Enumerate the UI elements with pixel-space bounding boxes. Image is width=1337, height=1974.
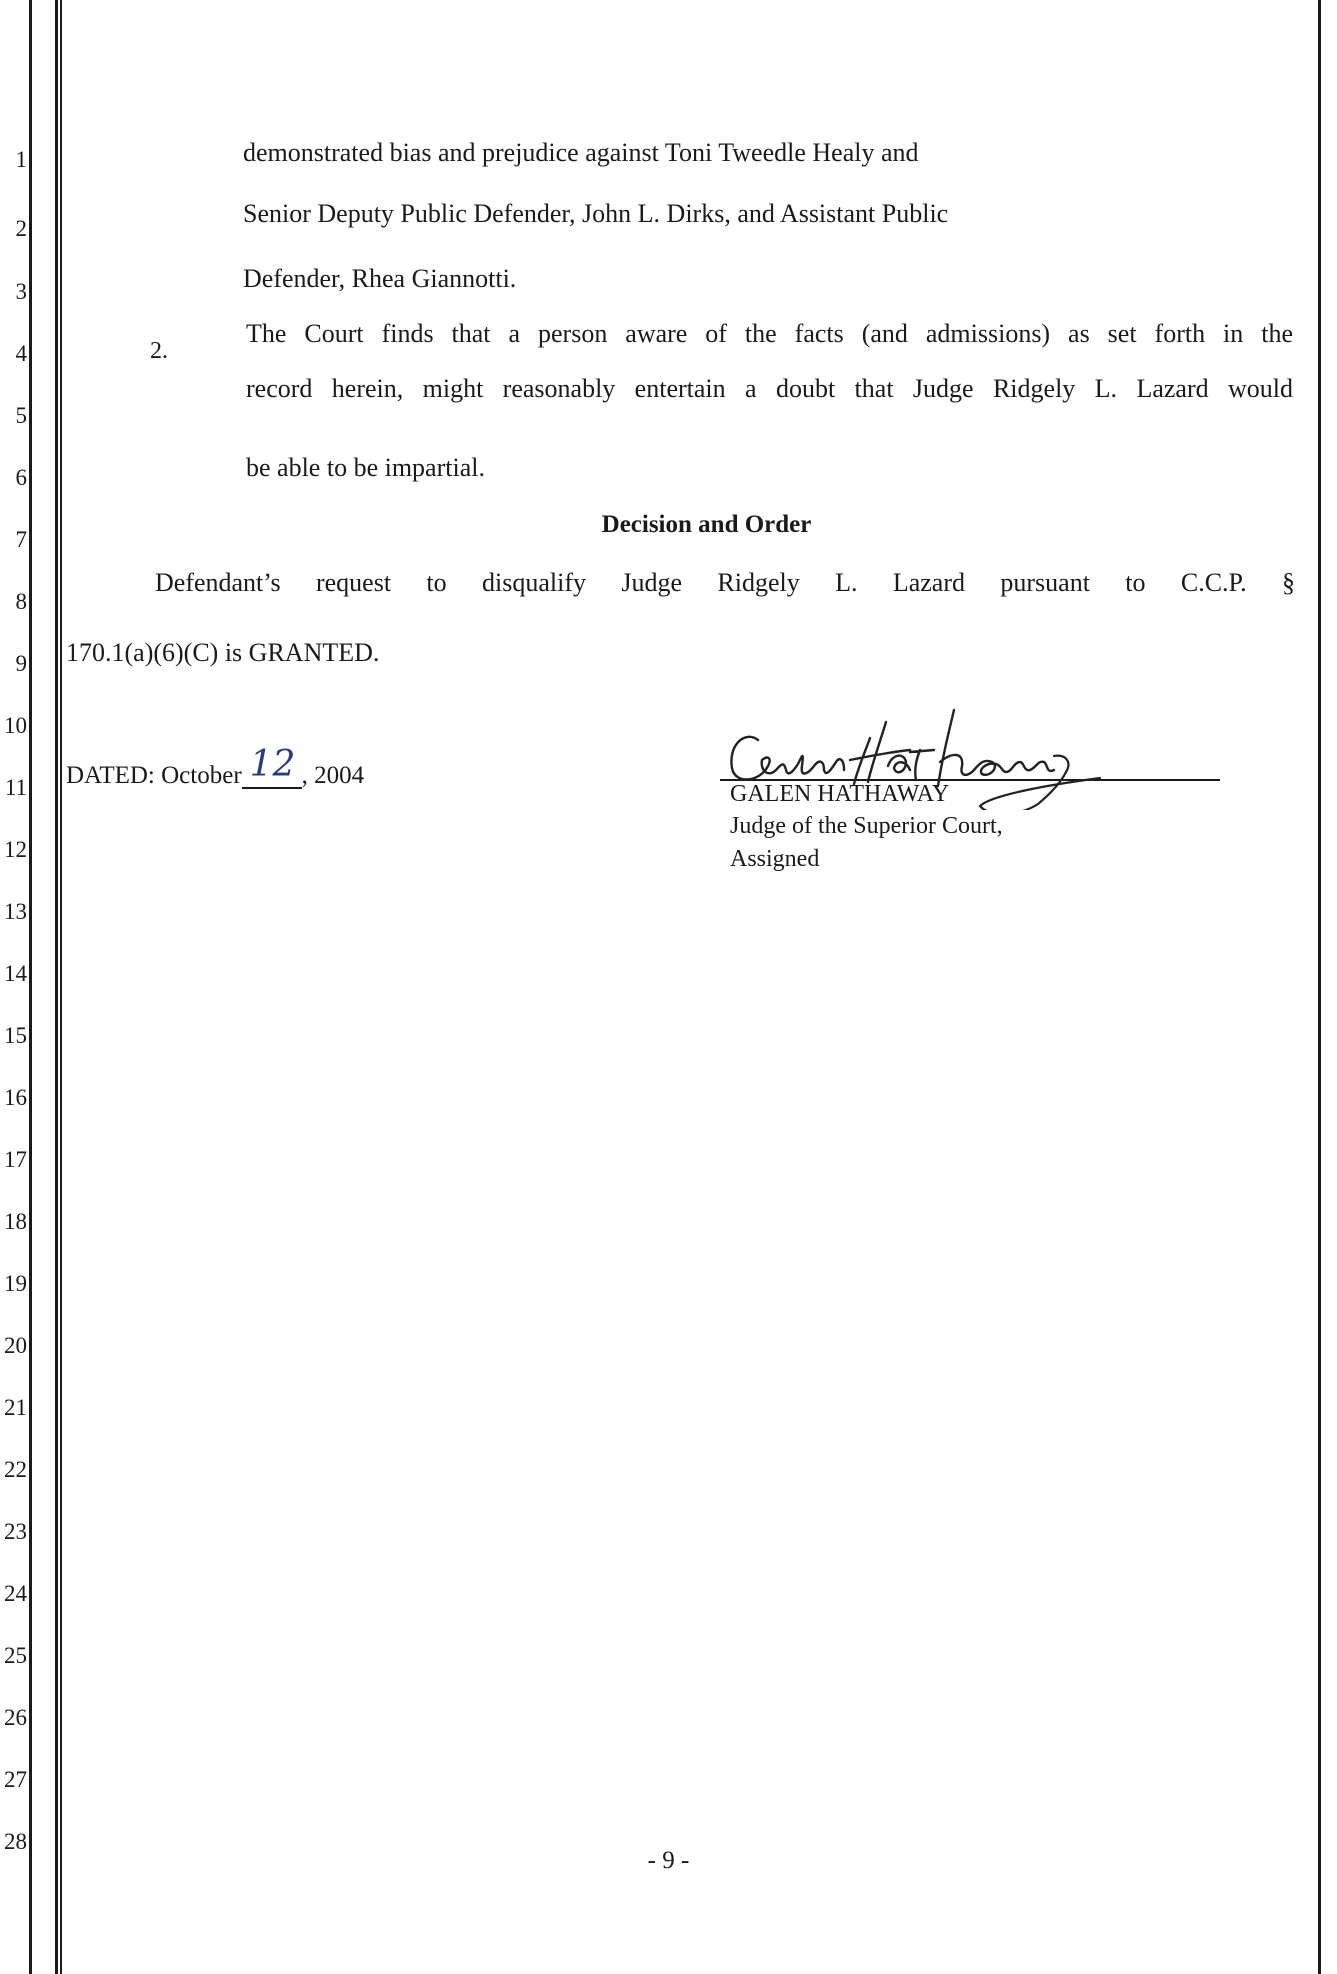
signature-block bbox=[720, 700, 1220, 880]
line-number: 21 bbox=[4, 1395, 27, 1420]
handwritten-day bbox=[242, 744, 302, 789]
line-number: 25 bbox=[4, 1643, 27, 1668]
line-number: 16 bbox=[4, 1085, 27, 1110]
finding-line: be able to be impartial. bbox=[246, 453, 485, 482]
line-number: 12 bbox=[4, 837, 27, 862]
line-number: 3 bbox=[15, 279, 27, 304]
line-number: 17 bbox=[4, 1147, 27, 1172]
signer-assignment: Assigned bbox=[730, 846, 820, 872]
line-number: 4 bbox=[15, 341, 27, 366]
decision-line: Defendant’s request to disqualify Judge Ridgely L. Lazard pursuant to C.C.P. § bbox=[155, 568, 1295, 597]
line-number: 28 bbox=[4, 1829, 27, 1854]
line-number: 10 bbox=[4, 713, 27, 738]
pleading-rule-left bbox=[55, 0, 58, 1974]
line-number: 8 bbox=[15, 589, 27, 614]
line-number: 5 bbox=[15, 403, 27, 428]
dated-year: , 2004 bbox=[301, 762, 365, 789]
day-underline bbox=[242, 787, 302, 789]
line-number: 27 bbox=[4, 1767, 27, 1792]
line-number: 1 bbox=[15, 147, 27, 172]
line-number: 6 bbox=[15, 465, 27, 490]
dated-line bbox=[66, 744, 365, 789]
paragraph-line: demonstrated bias and prejudice against Toni Tweedle Healy and bbox=[243, 138, 919, 167]
line-number: 20 bbox=[4, 1333, 27, 1358]
section-heading: Decision and Order bbox=[601, 511, 812, 538]
left-margin-rule bbox=[29, 0, 32, 1974]
pleading-rule-right bbox=[1318, 0, 1321, 1974]
line-number: 26 bbox=[4, 1705, 27, 1730]
page-number: - 9 - bbox=[647, 1847, 690, 1874]
line-number: 24 bbox=[4, 1581, 27, 1606]
paragraph-line: Senior Deputy Public Defender, John L. Dirks, and Assistant Public bbox=[243, 199, 949, 228]
paragraph-line: Defender, Rhea Giannotti. bbox=[243, 264, 517, 293]
line-number: 11 bbox=[4, 775, 27, 800]
line-number: 2 bbox=[15, 216, 27, 241]
line-number: 18 bbox=[4, 1209, 27, 1234]
line-number: 22 bbox=[4, 1457, 27, 1482]
finding-line: record herein, might reasonably entertain a doubt that Judge Ridgely L. Lazard would bbox=[246, 374, 1293, 403]
handwritten-day-text: 12 bbox=[249, 744, 296, 785]
dated-label: DATED: October bbox=[66, 762, 242, 789]
line-number: 13 bbox=[4, 899, 27, 924]
line-number: 15 bbox=[4, 1023, 27, 1048]
decision-line: 170.1(a)(6)(C) is GRANTED. bbox=[66, 638, 380, 667]
signer-name: GALEN HATHAWAY bbox=[730, 781, 950, 807]
line-number: 9 bbox=[15, 651, 27, 676]
line-number: 7 bbox=[15, 527, 27, 552]
signer-title: Judge of the Superior Court, bbox=[730, 813, 1003, 839]
item-number: 2. bbox=[150, 338, 168, 364]
line-number: 23 bbox=[4, 1519, 27, 1544]
pleading-rule-left-inner bbox=[60, 0, 62, 1974]
line-number: 14 bbox=[4, 961, 27, 986]
finding-line: The Court finds that a person aware of the facts (and admissions) as set forth in the bbox=[246, 319, 1293, 348]
line-number: 19 bbox=[4, 1271, 27, 1296]
